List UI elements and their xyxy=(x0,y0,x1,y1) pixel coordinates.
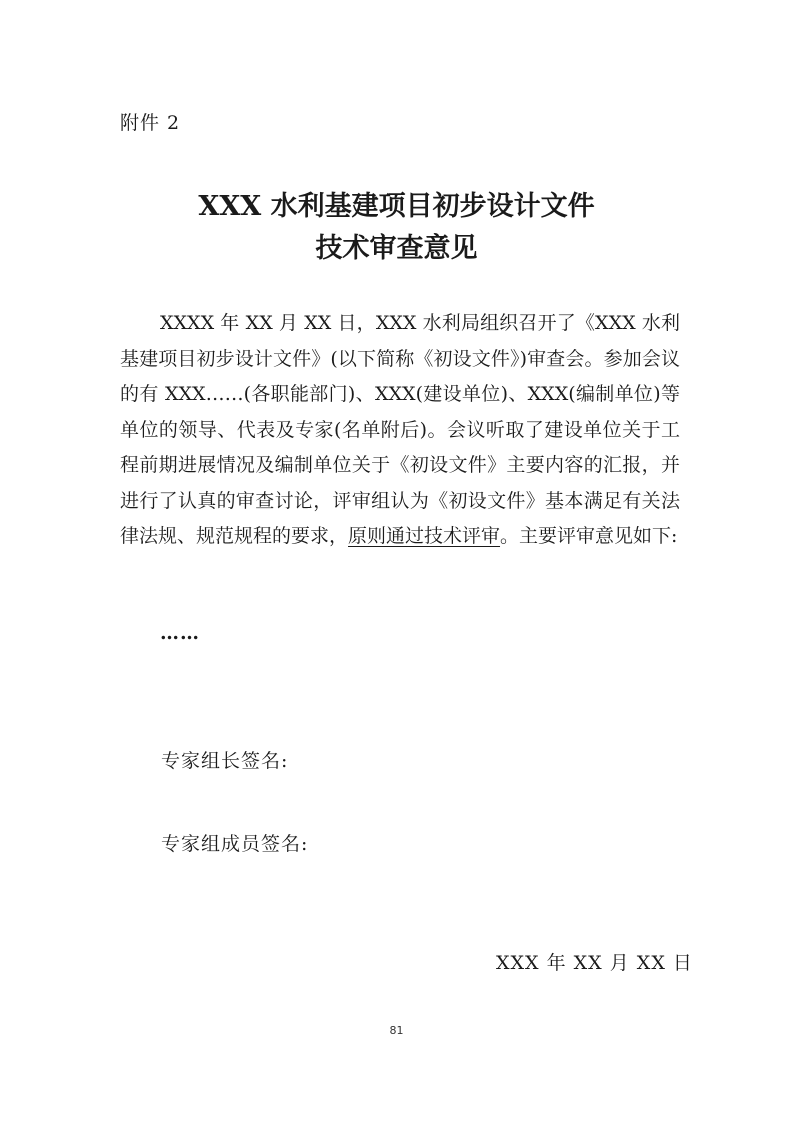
document-title-line-2: 技术审查意见 xyxy=(315,233,478,264)
document-title-line-1: XXX 水利基建项目初步设计文件 xyxy=(198,191,595,222)
page-number: 81 xyxy=(389,1024,404,1037)
continuation-ellipsis: …… xyxy=(160,622,200,644)
attachment-label: 附件 2 xyxy=(120,112,181,134)
expert-leader-signature-label: 专家组长签名: xyxy=(161,750,289,772)
body-text-part-2: 。主要评审意见如下: xyxy=(500,525,678,547)
body-paragraph xyxy=(120,306,680,555)
expert-members-signature-label: 专家组成员签名: xyxy=(161,833,309,855)
body-text-part-1: XXXX 年 XX 月 XX 日，XXX 水利局组织召开了《XXX 水利基建项目初步设计文件》(以下简称《初设文件》)审查会。参加会议的有 XXX……(各职能部门)、XXX(建设单位)、XXX(编制单位)等单位的领导、代表及专家(名单附后)。会议听取了建设单位关于工程前期进展情况及编制单位关于《初设文件》主要内容的汇报，并进行了认真的审查讨论，评审组认为《初设文件》基本满足有关法律法规、规范规程的要求， xyxy=(120,312,680,547)
approval-phrase: 原则通过技术评审 xyxy=(348,525,501,547)
document-date: XXX 年 XX 月 XX 日 xyxy=(496,952,693,974)
